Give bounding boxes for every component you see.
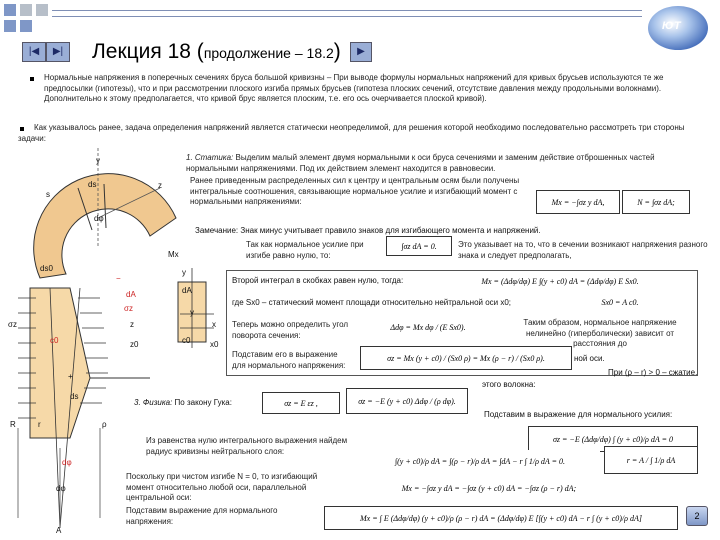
label-minus: − (116, 274, 121, 283)
header-square (36, 4, 48, 16)
header-rule (52, 10, 642, 11)
physics-text: 3. Физика: По закону Гука: (134, 398, 232, 407)
label-sigma: σz (124, 304, 133, 313)
label-mx: Mx (168, 250, 179, 259)
label-dphi: dφ (94, 214, 104, 223)
header-square (4, 20, 16, 32)
label-ds: ds (88, 180, 97, 189)
panel-line-4: Таким образом, нормальное напряжение нелинейно (гиперболически) зависит от расстояния до (523, 318, 677, 349)
label-plus: + (68, 372, 73, 381)
label-A: A (56, 526, 62, 535)
panel-line-3: Теперь можно определить угол поворота сечения: (232, 320, 349, 340)
header-square (20, 4, 32, 16)
label-x: x (212, 320, 216, 329)
moment-substitute-text: Подставим выражение для нормального напряжения: (126, 506, 278, 526)
label-sigma-left: σz (8, 320, 17, 329)
formula-neutral-1: ∫(y + c0)/ρ dA = ∫(ρ − r)/ρ dA = ∫dA − r ∫ 1/ρ dA = 0. (360, 450, 600, 472)
header-rule (52, 16, 642, 17)
nav-play-button[interactable]: ▶ (350, 42, 372, 62)
formula-zero: ∫σz dA = 0. (386, 236, 452, 256)
substitute-force-text: Подставим в выражение для нормального усилия: (484, 410, 673, 419)
label-c0: c0 (50, 336, 59, 345)
university-logo: ЮТ (648, 6, 708, 50)
statics-relations-text: Ранее приведенным распределенных сил к центру и центральным осям были получены интегральные соотношения, связывающие нормальное усилие и изгибающий момент с нормальными напряжениями: (190, 176, 520, 207)
label-dA-section: dA (182, 286, 192, 295)
formula-substitute: σz = −E (Δdφ/dφ) ∫ (y + c0)/ρ dA = 0 (528, 426, 698, 452)
formula-mx: Mx = −∫σz y dA, (536, 190, 620, 214)
label-ds-lower: ds (70, 392, 79, 401)
formula-n: N = ∫σz dA; (622, 190, 690, 214)
label-x0: x0 (210, 340, 219, 349)
bullet (30, 77, 34, 81)
panel-line-2: где Sx0 – статический момент площади относительно нейтральной оси x0; (232, 298, 512, 307)
intro-paragraph-1: Нормальные напряжения в поперечных сечениях бруса большой кривизны – При выводе формулы нормальных напряжений для кривых брусьев используются те же предпосылки (гипотезы), что и при рассмотрении плоского изгиба прямых брусьев (гипотеза плоских сечений, отсутствие давления между продольными волокнами). Дополнительно к этому предполагается, что кривой брус является плоским, т.е. его ось очерчивается плоской кривой). (44, 73, 664, 104)
label-s: s (46, 190, 50, 199)
label-rho: ρ (102, 420, 107, 429)
header-square (4, 4, 16, 16)
beam-element (30, 288, 90, 438)
formula-panel-2: Sx0 = A c0. (590, 294, 650, 310)
fiber-text: этого волокна: (482, 380, 536, 389)
panel-line-4b: ной оси. (574, 354, 605, 363)
page-number: 2 (686, 506, 708, 526)
curved-beam (34, 174, 176, 278)
label-dphi-red: dφ (62, 458, 72, 467)
label-r: r (38, 420, 41, 429)
label-R: R (10, 420, 16, 429)
zero-note-text: Это указывает на то, что в сечении возникают напряжения разного знака и следует предполагать, (458, 240, 708, 260)
formula-sigma: σz = −E (y + c0) Δdφ / (ρ dφ). (346, 388, 468, 414)
label-z-lower: z (130, 320, 134, 329)
label-dphi-lower: dφ (56, 484, 66, 493)
formula-panel-3: Δdφ = Mx dφ / (E Sx0). (380, 316, 476, 338)
label-y-small: y (190, 308, 194, 317)
label-y: y (96, 156, 100, 165)
nav-next-button[interactable]: ▶| (46, 42, 70, 62)
compression-note: При (ρ – r) > 0 – сжатие. (608, 368, 698, 377)
formula-neutral-r: r = A / ∫ 1/ρ dA (604, 446, 698, 474)
label-ds0: ds0 (40, 264, 53, 273)
formula-hooke: σz = E εz , (262, 392, 340, 414)
formula-moment-final: Mx = ∫ E (Δdφ/dφ) (y + c0)/ρ (ρ − r) dA = (Δdφ/dφ) E [∫(y + c0) dA − r ∫ (y + c0)/ρ dA] (324, 506, 678, 530)
panel-line-1: Второй интеграл в скобках равен нулю, тогда: (232, 276, 404, 285)
intro-paragraph-2: Как указывалось ранее, задача определения напряжений является статически неопределимой, для решения которой необходимо последовательно рассмотреть три стороны задачи: (18, 123, 685, 143)
label-z0: z0 (130, 340, 139, 349)
neutral-layer-text: Из равенства нулю интегрального выражения найдем радиус кривизны нейтрального слоя: (146, 436, 348, 456)
label-z: z (158, 181, 162, 190)
label-y-section: y (182, 268, 186, 277)
label-dA: dA (126, 290, 136, 299)
page-title: Лекция 18 (продолжение – 18.2) (92, 40, 341, 63)
moment-text: Поскольку при чистом изгибе N = 0, то изгибающий момент относительно любой оси, параллельной центральной оси: (126, 472, 318, 503)
formula-panel-5: σz = Mx (y + c0) / (Sx0 ρ) = Mx (ρ − r) / (Sx0 ρ). (360, 346, 572, 370)
statics-paragraph: 1. Статика: Выделим малый элемент двумя нормальными к оси бруса сечениями и заменим действие отброшенных частей нормальными напряжениями. Под их действием элемент находится в равновесии. (186, 153, 655, 173)
remark-text: Замечание: Знак минус учитывает правило знаков для изгибающего момента и напряжений. (195, 226, 541, 235)
header-square (20, 20, 32, 32)
formula-moment: Mx = −∫σz y dA = −∫σz (y + c0) dA = −∫σz (ρ − r) dA; (334, 478, 644, 498)
label-c0-section: c0 (182, 336, 191, 345)
formula-panel-1: Mx = (Δdφ/dφ) E ∫(y + c0) dA = (Δdφ/dφ) E Sx0. (460, 272, 660, 290)
nav-prev-button[interactable]: |◀ (22, 42, 46, 62)
panel-line-5: Подставим его в выражение для нормального напряжения: (232, 350, 346, 370)
zero-force-text: Так как нормальное усилие при изгибе равно нулю, то: (246, 240, 364, 260)
